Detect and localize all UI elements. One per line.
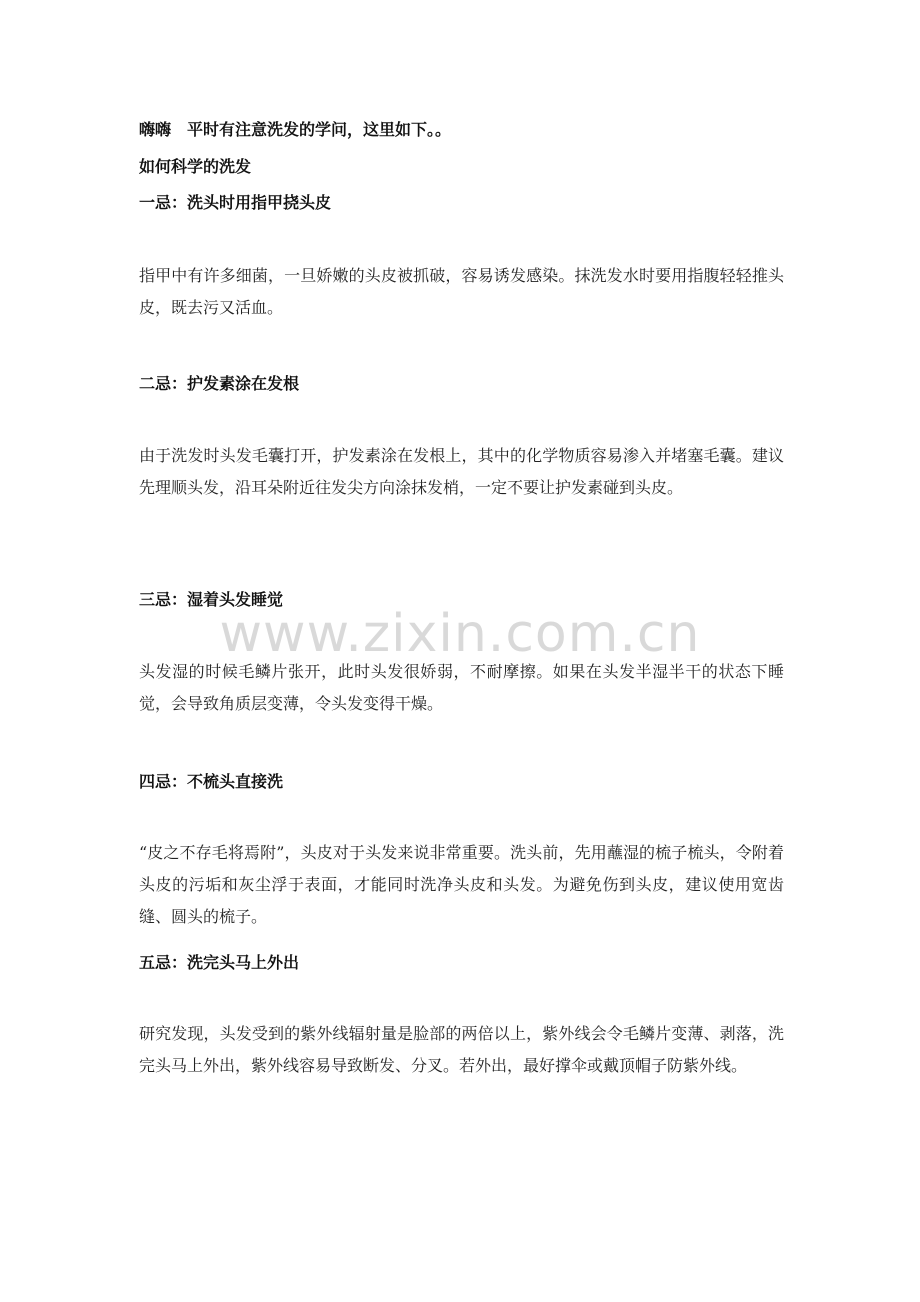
section-heading-5: 五忌：洗完头马上外出 — [139, 953, 300, 972]
document-title: 如何科学的洗发 — [139, 157, 252, 176]
section-heading-2: 二忌：护发素涂在发根 — [139, 374, 300, 393]
section-heading-3: 三忌：湿着头发睡觉 — [139, 590, 284, 609]
section-body-5: 研究发现，头发受到的紫外线辐射量是脸部的两倍以上，紫外线会令毛鳞片变薄、剥落，洗完头马上外出，紫外线容易导致断发、分叉。若外出，最好撑伞或戴顶帽子防紫外线。 — [139, 1024, 784, 1075]
section-body-4: “皮之不存毛将焉附”，头皮对于头发来说非常重要。洗头前，先用蘸湿的梳子梳头，令附着头皮的污垢和灰尘浮于表面，才能同时洗净头皮和头发。为避免伤到头皮，建议使用宽齿缝、圆头的梳子。 — [139, 843, 784, 926]
section-heading-4: 四忌：不梳头直接洗 — [139, 772, 284, 791]
section-heading-1: 一忌：洗头时用指甲挠头皮 — [139, 193, 332, 212]
section-body-3: 头发湿的时候毛鳞片张开，此时头发很娇弱，不耐摩擦。如果在头发半湿半干的状态下睡觉，会导致角质层变薄，令头发变得干燥。 — [139, 662, 784, 713]
intro-line: 嗨嗨 平时有注意洗发的学问，这里如下。。 — [139, 120, 452, 139]
watermark: www.zixin.com.cn — [219, 604, 701, 664]
section-body-2: 由于洗发时头发毛囊打开，护发素涂在发根上，其中的化学物质容易渗入并堵塞毛囊。建议先理顺头发，沿耳朵附近往发尖方向涂抹发梢，一定不要让护发素碰到头皮。 — [139, 446, 784, 497]
section-body-1: 指甲中有许多细菌，一旦娇嫩的头皮被抓破，容易诱发感染。抹洗发水时要用指腹轻轻推头皮，既去污又活血。 — [139, 266, 784, 317]
